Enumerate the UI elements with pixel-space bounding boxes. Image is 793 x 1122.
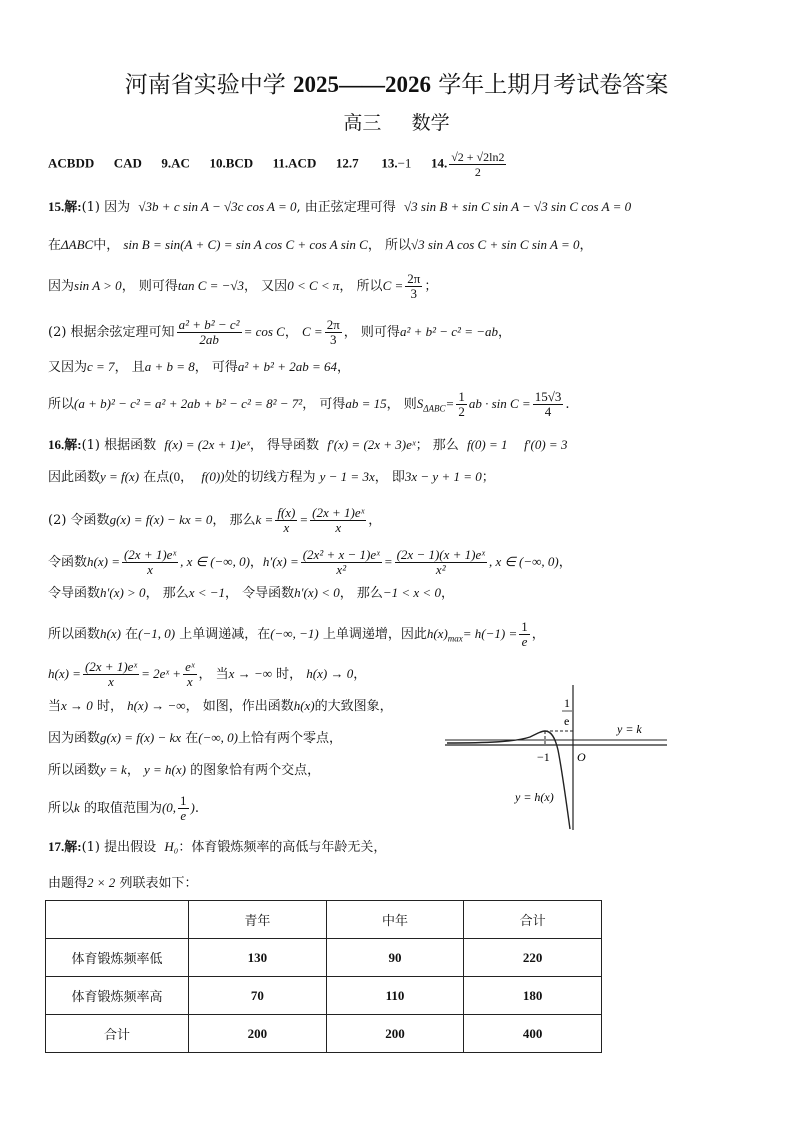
- table-header-cell: 合计: [464, 901, 602, 939]
- table-row: [46, 977, 602, 1015]
- curve-h-x: [447, 731, 570, 829]
- q17-line-2: 由题得2 × 2 列联表如下：: [48, 875, 198, 891]
- function-graph: [445, 685, 670, 830]
- table-cell: 90: [326, 939, 464, 977]
- table-row-label: 合计: [46, 1015, 189, 1053]
- label-y-equals-k: y = k: [617, 722, 642, 736]
- q16-line-1: 16.解:(1) 根据函数 f(x) = (2x + 1)eˣ， 得导函数 f′(x) = (2x + 3)eˣ； 那么 f(0) = 1 f′(0) = 3: [48, 437, 568, 453]
- table-cell: 200: [326, 1015, 464, 1053]
- label-y-equals-h: y = h(x): [515, 790, 554, 804]
- label-neg-one: −1: [537, 750, 550, 764]
- table-row-label: 体育锻炼频率低: [46, 939, 189, 977]
- table-cell: 400: [464, 1015, 602, 1053]
- q16-line-6: 所以函数h(x) 在(−1, 0) 上单调递减，在(−∞, −1) 上单调递增，因此$h(x)_{max}= h(-1)$ = $\frac{1}{e}$ ，: [48, 619, 545, 649]
- q16-line-5: 令导函数h′(x) > 0， 那么x < −1， 令导函数h′(x) < 0， 那么−1 < x < 0，: [48, 585, 454, 601]
- q16-line-11: 所以k 的取值范围为(0, $\frac{1}{e}$ ).: [48, 793, 200, 823]
- table-row-label: 体育锻炼频率高: [46, 977, 189, 1015]
- page-subtitle: 高三 数学: [343, 112, 450, 134]
- q15-line-1: 15.解:(1) 因为 √3b + c sin A − √3c cos A = 0, 由正弦定理可得 √3 sin B + sin C sin A − √3 sin C cos A = 0: [48, 199, 632, 215]
- q15-line-6: 所以(a + b)² − c² = a² + 2ab + b² − c² = 8² − 7²， 可得ab = 15， 则$S_{\Delta ABC}=$ $\frac{1}{2}$ ab · sin C = $\frac{15√3}{4}$ .: [48, 389, 570, 419]
- page-title: 河南省实验中学 2025——2026 学年上期月考试卷答案: [124, 72, 669, 98]
- q16-line-10: 所以函数y = k， y = h(x) 的图象恰有两个交点，: [48, 762, 321, 778]
- q16-line-3: (2) 令函数g(x) = f(x) − kx = 0， 那么k = $\frac{f(x)}{x}$ = $\frac{\text{(2x + 1)eˣ}}{x}$ ，: [48, 505, 382, 535]
- q16-line-9: 因为函数g(x) = f(x) − kx 在(−∞, 0)上恰有两个零点，: [48, 730, 342, 746]
- answer-key: ACBDD CAD 9.AC 10.BCD 11.ACD 12.7 13.−1 14. $\frac{√2 + √2\ln 2}{2}$: [48, 150, 505, 179]
- q16-line-2: 因此函数y = f(x) 在点(0， f(0))处的切线方程为 y − 1 = 3x， 即3x − y + 1 = 0；: [48, 469, 495, 485]
- table-cell: 110: [326, 977, 464, 1015]
- table-cell: 130: [189, 939, 327, 977]
- q15-line-5: 又因为c = 7， 且a + b = 8， 可得a² + b² + 2ab = 64，: [48, 359, 351, 375]
- table-row: [46, 1015, 602, 1053]
- table-cell: 220: [464, 939, 602, 977]
- table-cell: 200: [189, 1015, 327, 1053]
- label-one: 1: [564, 696, 570, 710]
- label-origin: O: [577, 750, 586, 764]
- q17-line-1: 17.解:(1) 提出假设 H₀：体育锻炼频率的高低与年龄无关，: [48, 839, 387, 855]
- table-header-cell: 青年: [189, 901, 327, 939]
- table-cell: 70: [189, 977, 327, 1015]
- q16-line-4: 令函数h(x) = $\frac{\text{(2x + 1)eˣ}}{x}$ , x ∈ (−∞, 0)，h′(x) = $\frac{\text{(2x² + x − 1)eˣ}}{\text{x²}}$ = $\frac{\text{(2x − 1)(x + 1)eˣ}}{\text{x²}}$ , x ∈ (−∞, 0)，: [48, 547, 572, 577]
- table-header-cell: [46, 901, 189, 939]
- q15-line-3: 因为sin A > 0， 则可得tan C = −√3， 又因0 < C < π， 所以C = $\frac{2\pi}{3}$ ；: [48, 271, 438, 301]
- q16-line-7: h(x) = $\frac{\text{(2x + 1)eˣ}}{x}$ = 2eˣ + $\frac{\text{eˣ}}{x}$ ， 当x → −∞ 时， h(x) → 0，: [48, 659, 367, 689]
- q15-line-2: 在ΔABC中， sin B = sin(A + C) = sin A cos C + cos A sin C， 所以√3 sin A cos C + sin C sin A = 0，: [48, 237, 593, 253]
- contingency-table: [45, 900, 602, 1053]
- q15-line-4: (2) 根据余弦定理可知 $\frac{\text{a² + b² − c²}}{2ab}$ = cos C， C = $\frac{2\pi}{3}$ ， 则可得a² + b² − c² = −ab，: [48, 317, 512, 347]
- q16-line-8: 当x → 0 时， h(x) → −∞， 如图，作出函数h(x)的大致图象，: [48, 698, 393, 714]
- table-header-cell: 中年: [326, 901, 464, 939]
- table-header-row: [46, 901, 602, 939]
- label-e: e: [564, 714, 570, 728]
- table-cell: 180: [464, 977, 602, 1015]
- table-row: [46, 939, 602, 977]
